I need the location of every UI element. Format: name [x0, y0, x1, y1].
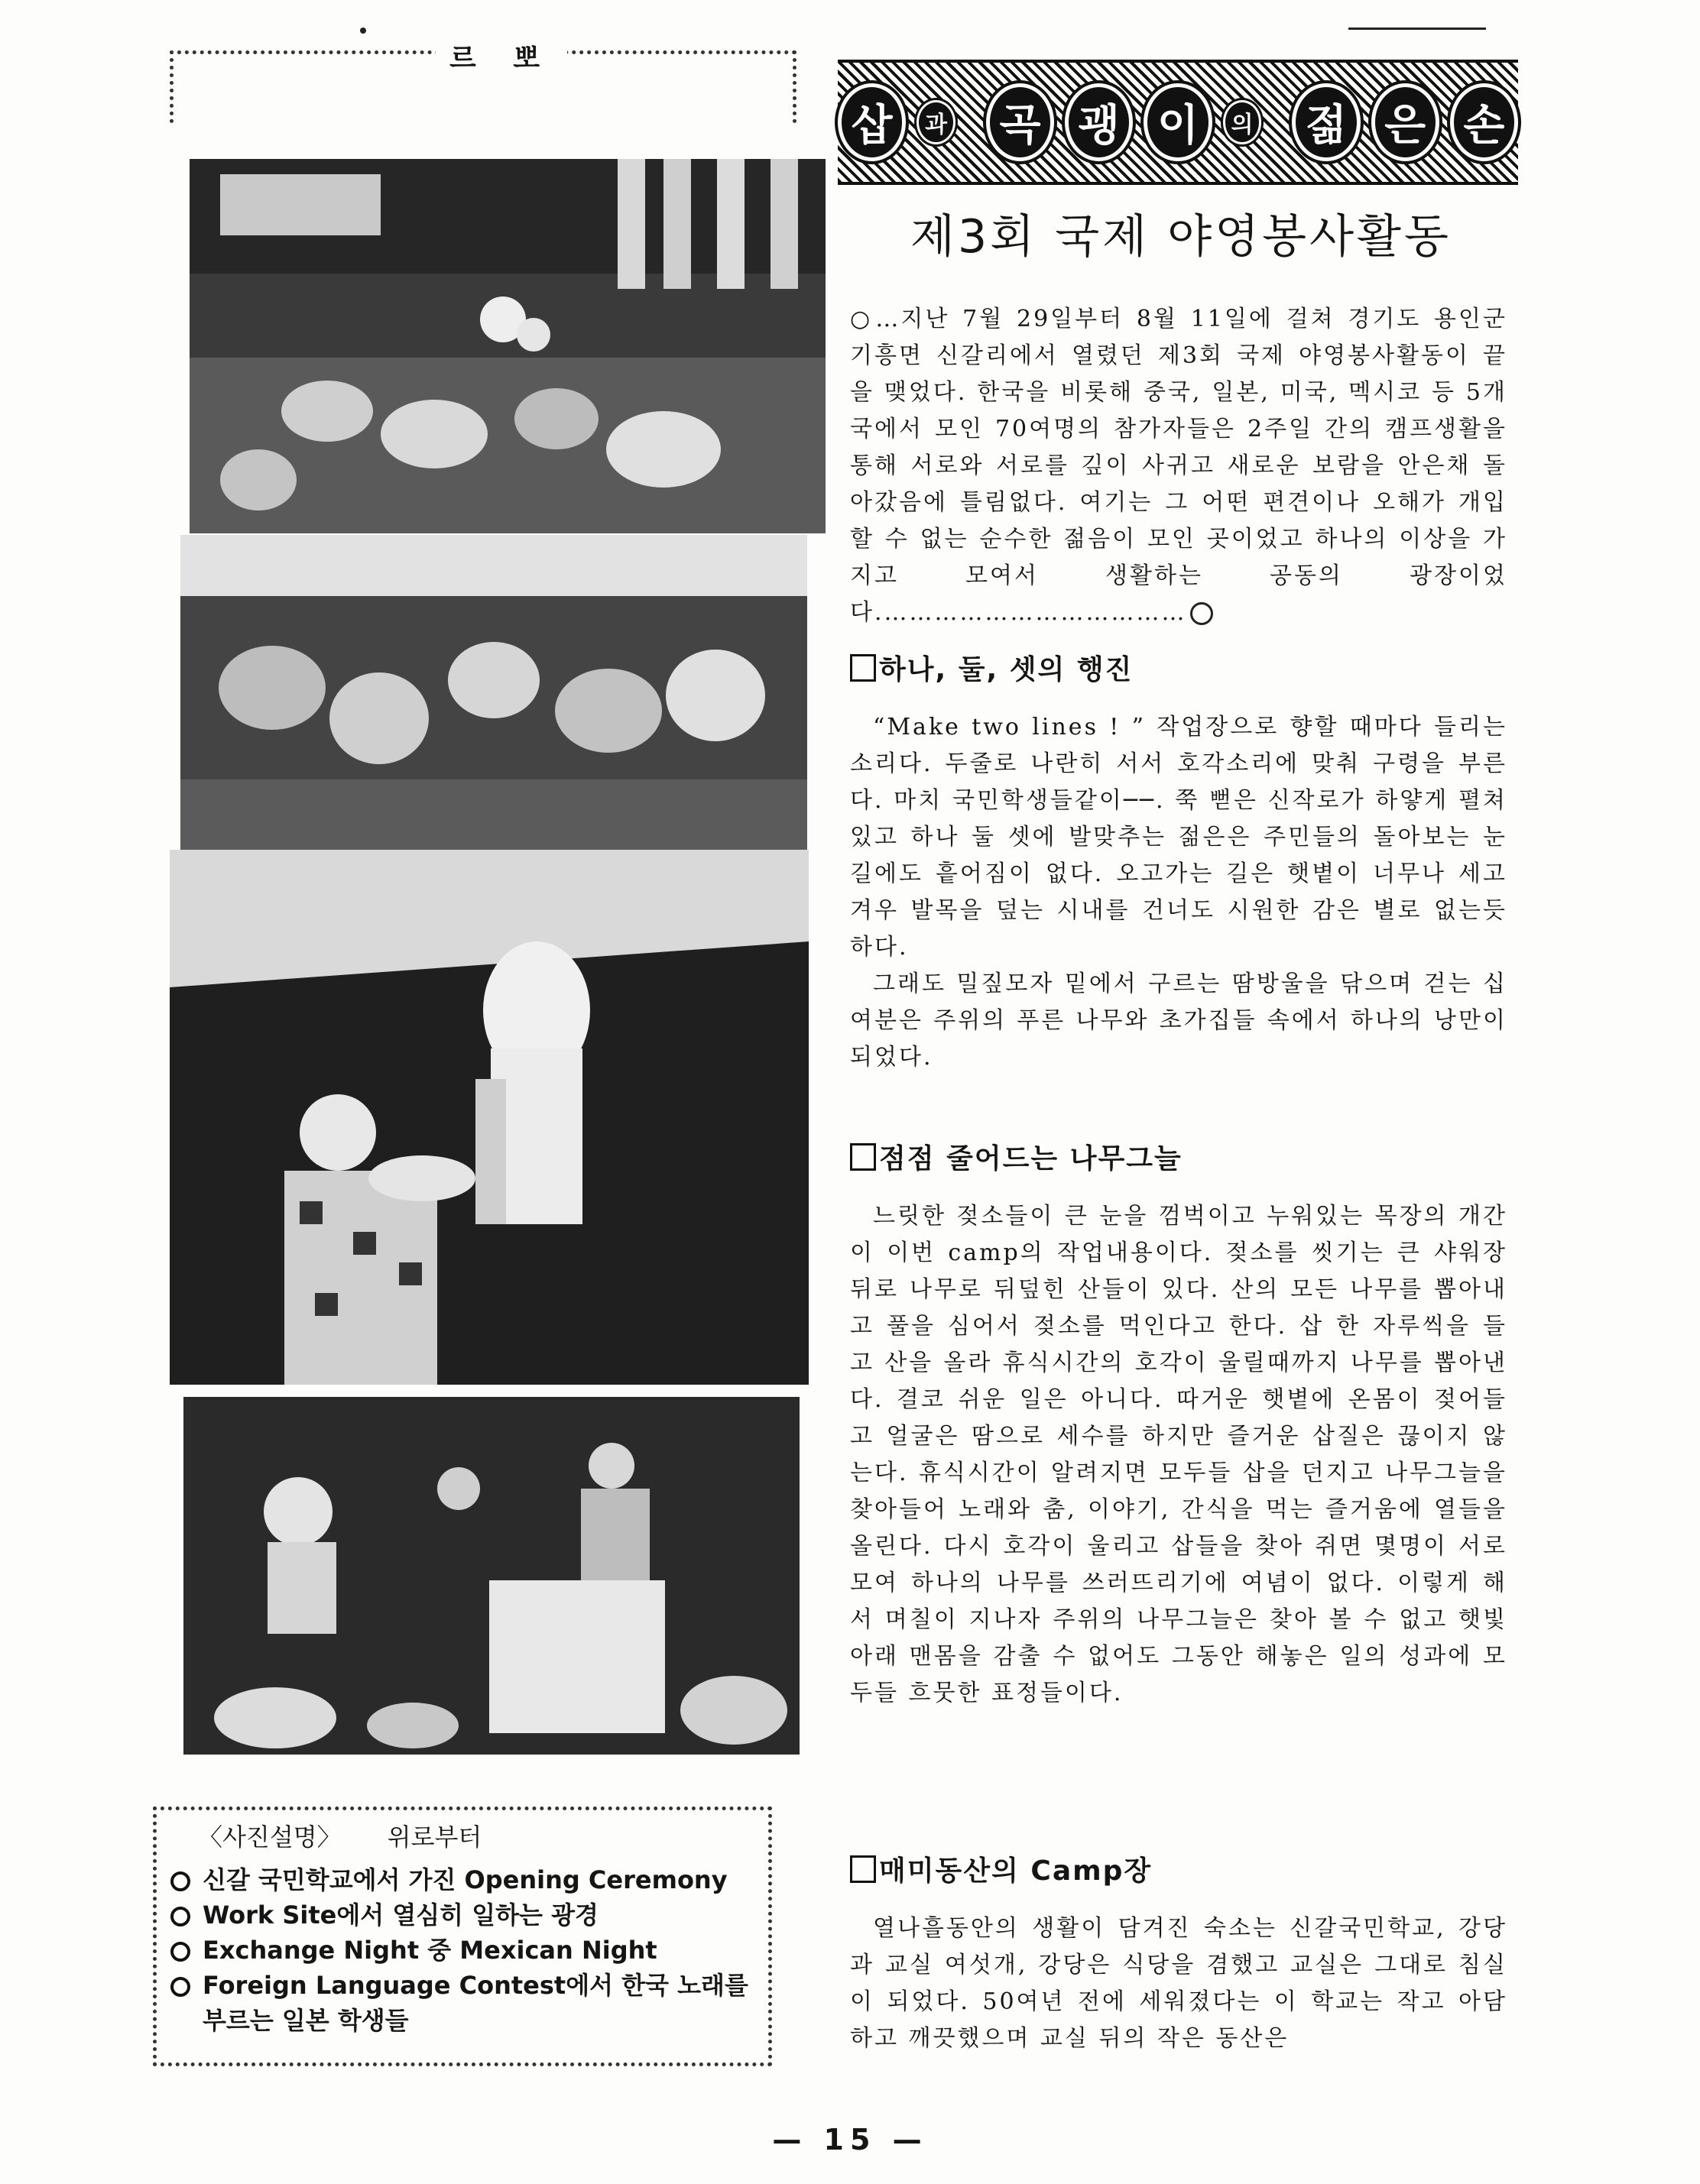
- page-number: — 15 —: [772, 2123, 928, 2156]
- section-body-2: [850, 1198, 1507, 1712]
- caption-text: 신갈 국민학교에서 가진 Opening Ceremony: [203, 1865, 728, 1894]
- banner-char: 손: [1450, 83, 1518, 161]
- section-heading-3: [850, 1849, 1152, 1888]
- lead-paragraph: [850, 301, 1507, 631]
- banner-char: 젊: [1292, 83, 1360, 161]
- caption-item: [167, 1933, 758, 1968]
- section-label: 르 뽀: [436, 37, 567, 76]
- section-title: 점점 줄어드는 나무그늘: [879, 1143, 1183, 1175]
- caption-item: [167, 1968, 758, 2038]
- banner-char: 삽: [838, 83, 906, 161]
- caption-item: [167, 1862, 758, 1897]
- banner-char: 이: [1144, 83, 1212, 161]
- photo-mexican-night: [170, 850, 809, 1385]
- section-title: 매미동산의 Camp장: [879, 1855, 1153, 1887]
- section-heading-1: [850, 648, 1133, 687]
- banner-char: 괭: [1065, 83, 1133, 161]
- top-rule: [1348, 28, 1486, 30]
- photo-work-site: [180, 535, 807, 854]
- end-mark-icon: [1190, 602, 1213, 625]
- caption-text: Exchange Night 중 Mexican Night: [203, 1936, 657, 1965]
- caption-item: [167, 1897, 758, 1933]
- caption-label: 〈사진설명〉: [198, 1823, 342, 1852]
- caption-text: Foreign Language Contest에서 한국 노래를 부르는 일본 학생들: [203, 1971, 748, 2035]
- paragraph: “Make two lines ! ” 작업장으로 향할 때마다 들리는 소리다. 두줄로 나란히 서서 호각소리에 맞춰 구령을 부른다. 마치 국민학생들같이──. 쭉 뻗은 신작로가 하얗게 펼쳐 있고 하나 둘 셋에 발맞추는 젊은은 주민들의 돌아보는 눈길에도 흩어짐이 없다. 오고가는 길은 햇볕이 너무나 세고 겨우 발목을 덮는 시내를 건너도 시원한 감은 별로 없는듯 하다.: [850, 714, 1507, 961]
- paragraph: 느릿한 젖소들이 큰 눈을 껌벅이고 누워있는 목장의 개간이 이번 camp의 작업내용이다. 젖소를 씻기는 큰 샤워장 뒤로 나무로 뒤덮힌 산들이 있다. 산의 모든 나무를 뽑아내고 풀을 심어서 젖소를 먹인다고 한다. 삽 한 자루씩을 들고 산을 올라 휴식시간의 호각이 울릴때까지 나무를 뽑아낸다. 결코 쉬운 일은 아니다. 따거운 햇볕에 온몸이 젖어들고 얼굴은 땀으로 세수를 하지만 즐거운 삽질은 끊이지 않는다. 휴식시간이 알려지면 모두들 삽을 던지고 나무그늘을 찾아들어 노래와 춤, 이야기, 간식을 먹는 즐거움에 열들을 올린다. 다시 호각이 울리고 삽들을 찾아 쥐면 몇명이 서로 모여 하나의 나무를 쓰러뜨리기에 여념이 없다. 이렇게 해서 며칠이 지나자 주위의 나무그늘은 찾아 볼 수 없고 햇빛 아래 맨몸을 감출 수 없어도 그동안 해놓은 일의 성과에 모두들 흐뭇한 표정들이다.: [850, 1203, 1507, 1706]
- caption-list: [167, 1862, 758, 2038]
- caption-order: 위로부터: [387, 1823, 482, 1852]
- title-banner: [838, 60, 1518, 185]
- banner-char: 곡: [986, 83, 1054, 161]
- photo-opening-ceremony: [190, 159, 826, 533]
- banner-char: 은: [1371, 83, 1439, 161]
- circle-bullet-icon: [170, 1871, 190, 1891]
- circle-bullet-icon: [170, 1942, 190, 1962]
- section-body-3: [850, 1910, 1507, 2057]
- photo-language-contest: [183, 1397, 800, 1755]
- box-icon: [850, 1143, 876, 1171]
- section-heading-2: [850, 1137, 1183, 1176]
- lead-text: ○…지난 7월 29일부터 8월 11일에 걸쳐 경기도 용인군 기흥면 신갈리에서 열렸던 제3회 국제 야영봉사활동이 끝을 맺었다. 한국을 비롯해 중국, 일본, 미국, 멕시코 등 5개국에서 모인 70여명의 참가자들은 2주일 간의 캠프생활을 통해 서로와 서로를 깊이 사귀고 새로운 보람을 안은채 돌아갔음에 틀림없다. 여기는 그 어떤 편견이나 오해가 개입할 수 없는 순수한 젊음이 모인 곳이었고 하나의 이상을 가지고 모여서 생활하는 공동의 광장이었다.………………………………: [850, 306, 1507, 626]
- circle-bullet-icon: [170, 1977, 190, 1997]
- section-body-1: [850, 709, 1507, 1076]
- banner-char: 과: [917, 100, 955, 144]
- box-icon: [850, 654, 876, 682]
- box-icon: [850, 1855, 876, 1883]
- caption-text: Work Site에서 열심히 일하는 광경: [203, 1900, 599, 1930]
- photo-caption-box: [153, 1806, 772, 2066]
- paragraph: 열나흘동안의 생활이 담겨진 숙소는 신갈국민학교, 강당과 교실 여섯개, 강당은 식당을 겸했고 교실은 그대로 침실이 되었다. 50여년 전에 세워졌다는 이 학교는 작고 아담하고 깨끗했으며 교실 뒤의 작은 동산은: [850, 1915, 1507, 2052]
- caption-heading: [198, 1819, 758, 1855]
- banner-char: 의: [1223, 100, 1262, 144]
- circle-bullet-icon: [170, 1907, 190, 1926]
- dot-mark: [360, 28, 366, 34]
- section-title: 하나, 둘, 셋의 행진: [879, 654, 1134, 685]
- paragraph: 그래도 밀짚모자 밑에서 구르는 땀방울을 닦으며 걷는 십여분은 주위의 푸른 나무와 초가집들 속에서 하나의 낭만이 되었다.: [850, 970, 1507, 1071]
- headline: 제3회 국제 야영봉사활동: [910, 210, 1452, 264]
